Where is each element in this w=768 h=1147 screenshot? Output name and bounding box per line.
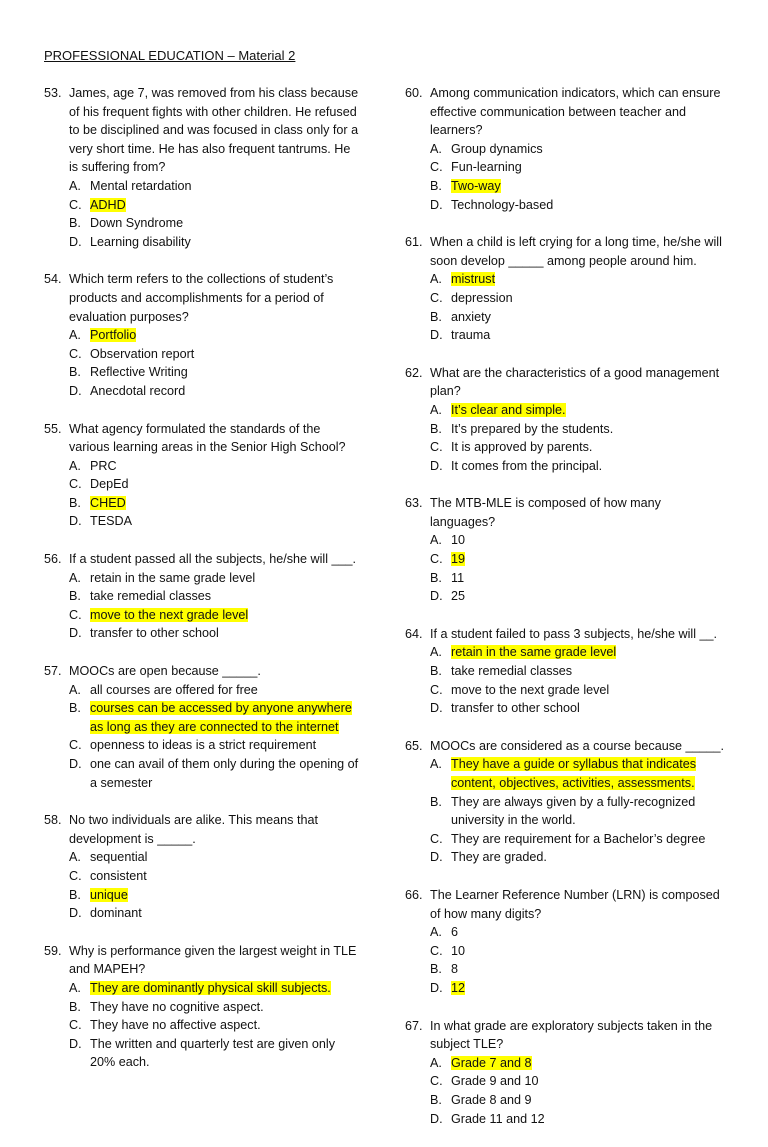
answer-options bbox=[69, 569, 362, 643]
answer-option bbox=[430, 569, 587, 588]
option-text: openness to ideas is a strict requirement bbox=[90, 738, 317, 753]
option-letter: B. bbox=[69, 589, 81, 604]
option-text: Portfolio bbox=[90, 328, 137, 343]
answer-option bbox=[430, 196, 587, 215]
answer-options bbox=[430, 270, 727, 344]
answer-options bbox=[69, 326, 362, 400]
option-letter: C. bbox=[430, 1074, 443, 1089]
option-letter: D. bbox=[69, 906, 82, 921]
question-item bbox=[44, 942, 362, 1072]
option-letter: B. bbox=[69, 701, 81, 716]
option-text: 10 bbox=[451, 533, 466, 548]
question-item bbox=[44, 270, 362, 400]
answer-option bbox=[69, 214, 226, 233]
option-letter: C. bbox=[430, 440, 443, 455]
option-text: Reflective Writing bbox=[90, 365, 188, 380]
answer-option bbox=[69, 848, 226, 867]
option-letter: B. bbox=[430, 178, 442, 193]
question-stem: Among communication indicators, which can ensure effective communication between teacher and learners? bbox=[430, 86, 721, 138]
option-letter: C. bbox=[69, 607, 82, 622]
answer-option bbox=[430, 420, 727, 439]
question-item bbox=[405, 737, 727, 867]
option-letter: B. bbox=[69, 887, 81, 902]
question-number: 61. bbox=[405, 235, 423, 250]
option-letter: C. bbox=[430, 831, 443, 846]
option-text: They are dominantly physical skill subjects. bbox=[90, 980, 331, 995]
question-item bbox=[44, 84, 362, 251]
answer-option bbox=[430, 942, 587, 961]
answer-option bbox=[430, 289, 587, 308]
option-text: take remedial classes bbox=[90, 589, 212, 604]
option-text: 19 bbox=[451, 552, 466, 567]
question-stem: When a child is left crying for a long time, he/she will soon develop _____ among people around him. bbox=[430, 235, 722, 268]
question-number: 64. bbox=[405, 626, 423, 641]
option-letter: C. bbox=[430, 290, 443, 305]
option-text: It’s prepared by the students. bbox=[451, 421, 614, 436]
answer-option bbox=[69, 177, 226, 196]
option-text: They have no affective aspect. bbox=[90, 1018, 261, 1033]
answer-options bbox=[430, 643, 727, 717]
option-letter: B. bbox=[430, 1092, 442, 1107]
answer-option-highlighted bbox=[430, 550, 587, 569]
option-text: CHED bbox=[90, 495, 126, 510]
answer-option bbox=[430, 587, 587, 606]
answer-option bbox=[69, 755, 362, 792]
question-stem: If a student failed to pass 3 subjects, he/she will __. bbox=[430, 626, 718, 641]
option-text: Two-way bbox=[451, 178, 501, 193]
option-letter: B. bbox=[430, 309, 442, 324]
option-text: The written and quarterly test are given only 20% each. bbox=[90, 1036, 336, 1070]
answer-option bbox=[430, 960, 587, 979]
answer-option bbox=[69, 475, 226, 494]
answer-option bbox=[430, 793, 727, 830]
question-number: 63. bbox=[405, 496, 423, 511]
option-letter: A. bbox=[69, 178, 81, 193]
option-text: Fun-learning bbox=[451, 160, 522, 175]
answer-option-highlighted bbox=[69, 196, 226, 215]
answer-option-highlighted bbox=[430, 401, 727, 420]
option-text: one can avail of them only during the opening of a semester bbox=[90, 757, 359, 790]
option-letter: A. bbox=[430, 757, 442, 772]
answer-options bbox=[430, 401, 727, 475]
question-stem: What are the characteristics of a good management plan? bbox=[430, 365, 720, 399]
answer-option bbox=[430, 158, 587, 177]
answer-options bbox=[69, 681, 362, 793]
answer-option bbox=[430, 681, 727, 700]
option-letter: D. bbox=[430, 589, 443, 604]
answer-option bbox=[430, 923, 587, 942]
answer-option-highlighted bbox=[69, 979, 362, 998]
option-text: transfer to other school bbox=[90, 626, 219, 641]
option-letter: A. bbox=[430, 402, 442, 417]
answer-option bbox=[430, 457, 727, 476]
option-letter: C. bbox=[69, 346, 82, 361]
option-text: It is approved by parents. bbox=[451, 440, 593, 455]
question-stem: What agency formulated the standards of the various learning areas in the Senior High School? bbox=[69, 421, 346, 455]
answer-option-highlighted bbox=[69, 326, 226, 345]
left-column bbox=[44, 84, 362, 1091]
option-text: It’s clear and simple. bbox=[451, 402, 566, 417]
question-item bbox=[405, 1017, 727, 1129]
answer-option bbox=[69, 587, 362, 606]
option-text: They are graded. bbox=[451, 850, 547, 865]
option-letter: A. bbox=[69, 328, 81, 343]
answer-option bbox=[430, 308, 587, 327]
option-letter: C. bbox=[69, 738, 82, 753]
question-stem: MOOCs are open because _____. bbox=[69, 664, 261, 679]
option-letter: A. bbox=[430, 925, 442, 940]
question-number: 55. bbox=[44, 421, 62, 436]
option-text: Down Syndrome bbox=[90, 216, 184, 231]
answer-option bbox=[430, 326, 587, 345]
option-text: courses can be accessed by anyone anywhere as long as they are connected to the internet bbox=[90, 701, 352, 734]
option-letter: C. bbox=[69, 197, 82, 212]
answer-option bbox=[430, 848, 727, 867]
answer-option bbox=[69, 569, 362, 588]
option-letter: C. bbox=[69, 868, 82, 883]
answer-option bbox=[430, 1110, 587, 1129]
option-letter: D. bbox=[69, 514, 82, 529]
answer-option bbox=[69, 345, 226, 364]
option-text: 10 bbox=[451, 943, 466, 958]
answer-option-highlighted bbox=[430, 270, 587, 289]
option-letter: A. bbox=[430, 645, 442, 660]
question-number: 62. bbox=[405, 365, 423, 380]
answer-option bbox=[69, 736, 362, 755]
question-stem: MOOCs are considered as a course because _____. bbox=[430, 738, 725, 753]
answer-option-highlighted bbox=[430, 755, 727, 792]
option-text: retain in the same grade level bbox=[451, 645, 617, 660]
question-item bbox=[405, 84, 727, 214]
option-letter: A. bbox=[430, 272, 442, 287]
answer-option bbox=[69, 1035, 362, 1072]
option-letter: C. bbox=[69, 1018, 82, 1033]
answer-options bbox=[69, 979, 362, 1072]
option-text: 8 bbox=[451, 962, 459, 977]
option-text: TESDA bbox=[90, 514, 132, 529]
option-text: They have a guide or syllabus that indicates content, objectives, activities, assessments. bbox=[451, 757, 697, 790]
option-letter: C. bbox=[430, 552, 443, 567]
option-letter: B. bbox=[430, 664, 442, 679]
question-number: 53. bbox=[44, 86, 62, 100]
answer-option bbox=[69, 382, 226, 401]
option-text: Grade 9 and 10 bbox=[451, 1074, 539, 1089]
option-letter: D. bbox=[69, 234, 82, 249]
option-text: move to the next grade level bbox=[451, 682, 610, 697]
answer-options bbox=[430, 1054, 727, 1128]
option-letter: D. bbox=[430, 458, 443, 473]
option-letter: C. bbox=[430, 943, 443, 958]
answer-options bbox=[430, 755, 727, 867]
question-item bbox=[405, 364, 727, 476]
option-letter: B. bbox=[430, 794, 442, 809]
page-title: PROFESSIONAL EDUCATION – Material 2 bbox=[44, 48, 296, 63]
option-text: mistrust bbox=[451, 272, 496, 287]
answer-option bbox=[430, 438, 727, 457]
question-number: 57. bbox=[44, 664, 62, 679]
question-number: 66. bbox=[405, 887, 423, 902]
question-number: 56. bbox=[44, 552, 62, 567]
option-text: PRC bbox=[90, 458, 117, 473]
answer-option bbox=[69, 457, 226, 476]
answer-options bbox=[430, 531, 727, 605]
option-text: They have no cognitive aspect. bbox=[90, 999, 264, 1014]
answer-option-highlighted bbox=[69, 886, 226, 905]
option-letter: D. bbox=[69, 383, 82, 398]
answer-option-highlighted bbox=[430, 643, 727, 662]
question-number: 54. bbox=[44, 272, 62, 287]
option-text: trauma bbox=[451, 328, 491, 343]
option-text: all courses are offered for free bbox=[90, 682, 258, 697]
right-column bbox=[405, 84, 727, 1147]
answer-option-highlighted bbox=[430, 979, 587, 998]
option-text: Learning disability bbox=[90, 234, 191, 249]
option-text: take remedial classes bbox=[451, 664, 573, 679]
option-letter: A. bbox=[69, 570, 81, 585]
option-letter: D. bbox=[430, 850, 443, 865]
answer-option bbox=[430, 830, 727, 849]
option-text: 12 bbox=[451, 980, 466, 995]
question-item bbox=[405, 886, 727, 998]
option-letter: A. bbox=[430, 533, 442, 548]
option-letter: A. bbox=[69, 850, 81, 865]
answer-option bbox=[69, 867, 226, 886]
option-letter: D. bbox=[430, 1111, 443, 1126]
answer-options bbox=[69, 177, 362, 251]
answer-option bbox=[430, 662, 727, 681]
option-letter: C. bbox=[430, 160, 443, 175]
option-letter: D. bbox=[430, 328, 443, 343]
answer-option bbox=[69, 904, 226, 923]
answer-option bbox=[69, 363, 226, 382]
option-text: 11 bbox=[451, 570, 465, 585]
option-letter: D. bbox=[430, 197, 443, 212]
question-item bbox=[405, 233, 727, 345]
question-item bbox=[44, 420, 362, 532]
question-stem: James, age 7, was removed from his class because of his frequent fights with other children. He refused to be disciplined and was focused in class only for a very short time. He has also frequent tantrums. He is suffering from? bbox=[69, 86, 359, 175]
answer-option bbox=[69, 1016, 362, 1035]
option-text: Observation report bbox=[90, 346, 195, 361]
option-letter: D. bbox=[69, 626, 82, 641]
question-number: 58. bbox=[44, 813, 62, 828]
question-stem: The MTB-MLE is composed of how many languages? bbox=[430, 496, 661, 529]
option-text: consistent bbox=[90, 868, 147, 883]
answer-option-highlighted bbox=[69, 494, 226, 513]
option-text: Mental retardation bbox=[90, 178, 192, 193]
question-item bbox=[44, 662, 362, 792]
option-text: Grade 7 and 8 bbox=[451, 1055, 532, 1070]
option-letter: D. bbox=[69, 1036, 82, 1051]
option-text: Grade 8 and 9 bbox=[451, 1092, 532, 1107]
answer-option bbox=[430, 699, 727, 718]
option-text: Group dynamics bbox=[451, 141, 543, 156]
answer-option bbox=[430, 1091, 587, 1110]
option-text: sequential bbox=[90, 850, 148, 865]
option-text: dominant bbox=[90, 906, 142, 921]
option-letter: C. bbox=[430, 682, 443, 697]
option-text: 6 bbox=[451, 925, 459, 940]
option-text: It comes from the principal. bbox=[451, 458, 603, 473]
answer-option bbox=[430, 1072, 587, 1091]
question-number: 59. bbox=[44, 943, 62, 958]
option-text: retain in the same grade level bbox=[90, 570, 256, 585]
answer-option bbox=[69, 624, 362, 643]
question-stem: Why is performance given the largest weight in TLE and MAPEH? bbox=[69, 943, 357, 977]
answer-option bbox=[69, 512, 226, 531]
option-text: DepEd bbox=[90, 477, 129, 492]
answer-option-highlighted bbox=[430, 177, 587, 196]
question-number: 60. bbox=[405, 86, 423, 100]
answer-option bbox=[430, 531, 587, 550]
option-text: anxiety bbox=[451, 309, 491, 324]
question-number: 65. bbox=[405, 738, 423, 753]
answer-options bbox=[430, 923, 727, 997]
question-stem: If a student passed all the subjects, he/she will ___. bbox=[69, 552, 357, 567]
option-letter: D. bbox=[430, 701, 443, 716]
question-item bbox=[405, 625, 727, 718]
option-letter: B. bbox=[69, 216, 81, 231]
question-item bbox=[44, 811, 362, 923]
answer-option-highlighted bbox=[69, 699, 362, 736]
option-letter: B. bbox=[430, 962, 442, 977]
answer-option bbox=[430, 140, 587, 159]
answer-option-highlighted bbox=[69, 606, 362, 625]
question-stem: The Learner Reference Number (LRN) is composed of how many digits? bbox=[430, 887, 720, 921]
question-item bbox=[44, 550, 362, 643]
option-letter: A. bbox=[430, 1055, 442, 1070]
option-letter: B. bbox=[430, 421, 442, 436]
option-letter: A. bbox=[69, 682, 81, 697]
question-stem: In what grade are exploratory subjects taken in the subject TLE? bbox=[430, 1018, 713, 1052]
question-item bbox=[405, 494, 727, 606]
answer-option bbox=[69, 681, 362, 700]
option-text: transfer to other school bbox=[451, 701, 580, 716]
option-letter: B. bbox=[430, 570, 442, 585]
option-text: ADHD bbox=[90, 197, 126, 212]
question-stem: No two individuals are alike. This means that development is _____. bbox=[69, 813, 318, 846]
option-letter: D. bbox=[69, 757, 82, 771]
answer-option bbox=[69, 998, 362, 1017]
option-letter: C. bbox=[69, 477, 82, 492]
option-letter: B. bbox=[69, 365, 81, 380]
option-text: Grade 11 and 12 bbox=[451, 1111, 545, 1126]
option-text: depression bbox=[451, 290, 513, 305]
option-text: They are requirement for a Bachelor’s degree bbox=[451, 831, 706, 846]
option-letter: D. bbox=[430, 980, 443, 995]
answer-options bbox=[430, 140, 727, 214]
answer-options bbox=[69, 848, 362, 922]
question-number: 67. bbox=[405, 1018, 423, 1033]
answer-option bbox=[69, 233, 226, 252]
option-text: 25 bbox=[451, 589, 466, 604]
option-letter: A. bbox=[69, 458, 81, 473]
option-text: move to the next grade level bbox=[90, 607, 249, 622]
option-letter: B. bbox=[69, 495, 81, 510]
option-letter: B. bbox=[69, 999, 81, 1014]
option-letter: A. bbox=[69, 980, 81, 995]
option-text: Technology-based bbox=[451, 197, 554, 212]
option-text: unique bbox=[90, 887, 128, 902]
option-letter: A. bbox=[430, 141, 442, 156]
answer-options bbox=[69, 457, 362, 531]
question-stem: Which term refers to the collections of student’s products and accomplishments for a period of evaluation purposes? bbox=[69, 272, 334, 324]
option-text: They are always given by a fully-recognized university in the world. bbox=[451, 794, 696, 828]
answer-option-highlighted bbox=[430, 1054, 587, 1073]
option-text: Anecdotal record bbox=[90, 383, 186, 398]
